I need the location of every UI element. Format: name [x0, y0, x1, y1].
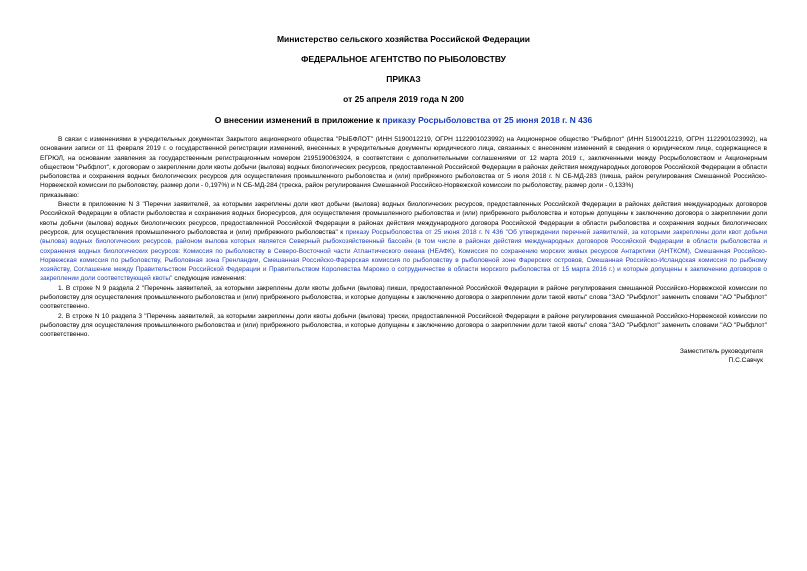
- date-number-heading: от 25 апреля 2019 года N 200: [343, 94, 464, 104]
- main-text-post: следующие изменения:: [172, 275, 247, 283]
- main-paragraph: [40, 200, 767, 284]
- document-body: [40, 135, 767, 340]
- order-word: приказываю:: [40, 191, 79, 199]
- title-order-link[interactable]: приказу Росрыболовства от 25 июня 2018 г. N 436: [382, 115, 593, 125]
- title-prefix: О внесении изменений в приложение к: [214, 115, 383, 125]
- ministry-heading: Министерство сельского хозяйства Российской Федерации: [276, 34, 531, 44]
- signature-name: П.С.Савчук: [728, 356, 763, 364]
- document-title: [40, 115, 767, 126]
- signature-position: Заместитель руководителя: [679, 347, 763, 355]
- item-1-paragraph: 1. В строке N 9 раздела 2 "Перечень заявителей, за которыми закреплены доли квоты добычи (вылова) пикши, предоставленной Российской Федерации в районе регулирования смешанной Российско-Норвежской комиссии по рыболовству для осуществления промышленного рыболовства и (или) прибрежного рыболовства, и которые допущены к заключению договора о закреплении доли такой квоты" слова "ЗАО "Рыбфлот" заменить словами "АО "Рыбфлот" соответственно.: [40, 284, 767, 311]
- signature-block: [40, 347, 767, 366]
- intro-paragraph: В связи с изменениями в учредительных документах Закрытого акционерного общества "РЫБФЛОТ" (ИНН 5190012219, ОГРН 1122901023992) на Акционерное общество "Рыбфлот" (ИНН 5190012219, ОГРН 1122901023992), на основании записи от 11 февраля 2019 г. о государственной регистрации изменений, внесенных в учредительные документы юридического лица, связанных с внесением изменений в сведения о юридическом лице, содержащиеся в ЕГРЮЛ, на основании заявления за государственным регистрационным номером 2195190063924, в соответствии с дополнительными соглашениями от 12 марта 2019 г., заключенными между Росрыболовством и Акционерным обществом "Рыбфлот", к договорам о закреплении доли квоты добычи (вылова) водных биологических ресурсов, предоставленной Российской Федерации в районах действия международных договоров Российской Федерации в области рыболовства и сохранения водных биологических ресурсов для осуществления промышленного рыболовства и (или) прибрежного рыболовства от 5 июля 2018 г. N СБ-МД-283 (пикша, район регулирования Смешанной Российско-Норвежской комиссии по рыболовству, размер доли - 0,197%) и N СБ-МД-284 (треска, район регулирования Смешанной Российско-Норвежской комиссии по рыболовству, размер доли - 0,133%): [40, 136, 767, 190]
- main-order-link[interactable]: приказу Росрыболовства от 25 июня 2018 г. N 436 "Об утверждении перечней заявителей, за которыми закреплены доли квот добычи (вылова) водных биологических ресурсов, районом вылова которых является Северный рыбохозяйственный бассейн (в том числе в районах действия международных договоров Российской Федерации в области рыболовства и сохранения водных биологических ресурсов: Комиссия по рыболовству в Северо-Восточной части Атлантического океана (НЕАФК), Комиссия по сохранению морских живых ресурсов Антарктики (АНТКОМ), Смешанная Российско-Норвежская комиссия по рыболовству, Рыболовная зона Гренландии, Смешанная Российско-Фарерская комиссия по рыболовству в рыболовной зоне Фарерских островов, Смешанная Российско-Исландская комиссия по рыбному хозяйству, Соглашение между Правительством Российской Федерации и Правительством Королевства Марокко о сотрудничестве в области морского рыболовства от 15 марта 2016 г.) и которые допущены к заключению договоров о закреплении доли соответствующей квоты": [40, 228, 767, 283]
- agency-heading: ФЕДЕРАЛЬНОЕ АГЕНТСТВО ПО РЫБОЛОВСТВУ: [301, 54, 506, 64]
- item-2-paragraph: 2. В строке N 10 раздела 3 "Перечень заявителей, за которыми закреплены доли квоты добычи (вылова) трески, предоставленной Российской Федерации в районе регулирования смешанной Российско-Норвежской комиссии по рыболовству для осуществления промышленного рыболовства и (или) прибрежного рыболовства, и которые допущены к заключению договора о закреплении доли такой квоты" слова "ЗАО "Рыбфлот" заменить словами "АО "Рыбфлот" соответственно.: [40, 312, 767, 339]
- main-text-pre: Внести в приложение N 3 "Перечни заявителей, за которыми закреплены доли квот добычи (вылова) водных биологических ресурсов, предоставленных Российской Федерации в районах действия международных договоров Российской Федерации в области рыболовства и сохранения водных биоресурсов, для осуществления промышленного рыболовства и (или) прибрежного рыболовства и которые допущены к заключению договора о закреплении доли квоты добычи (вылова) водных биологических ресурсов, предоставленной Российской Федерации в районах действия международного договора Российской Федерации в области рыболовства и сохранения водных биологических ресурсов, для осуществления промышленного рыболовства и (или) прибрежного рыболовства" к: [40, 201, 767, 236]
- doc-type-heading: ПРИКАЗ: [386, 74, 421, 84]
